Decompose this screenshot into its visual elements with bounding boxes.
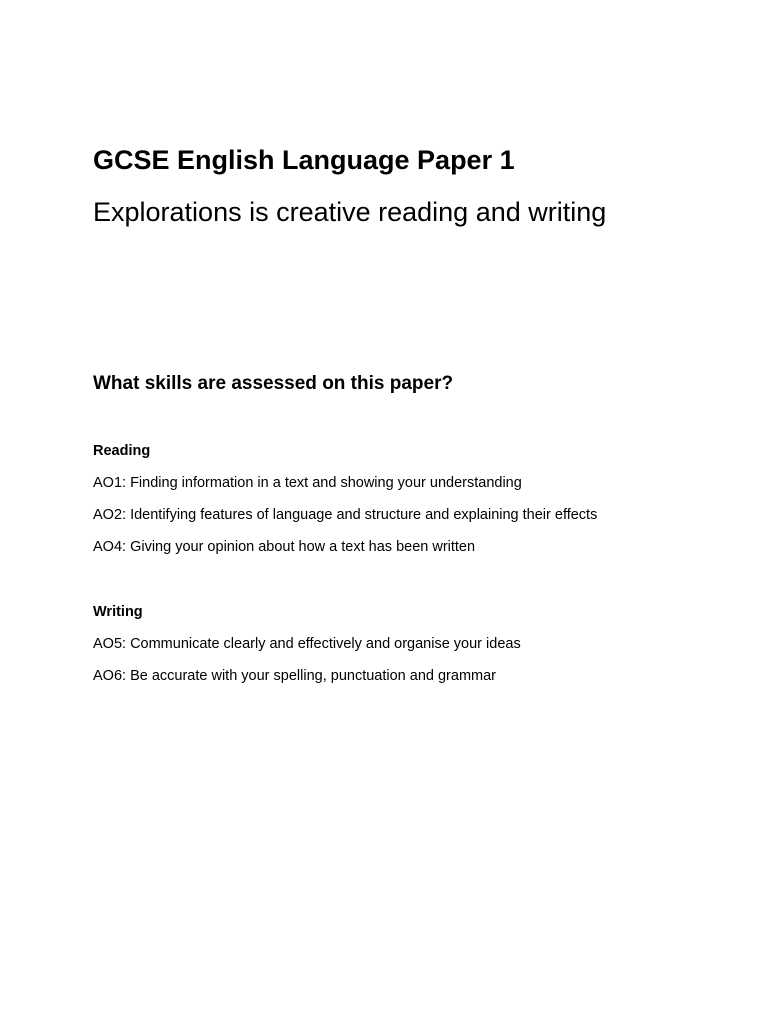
objective-ao2: AO2: Identifying features of language and structure and explaining their effects <box>93 507 598 523</box>
reading-section <box>93 440 733 568</box>
writing-section <box>93 601 733 697</box>
writing-objectives-list <box>93 633 733 687</box>
page-subtitle: Explorations is creative reading and writing <box>93 197 607 227</box>
writing-heading: Writing <box>93 604 143 620</box>
objective-ao4: AO4: Giving your opinion about how a text has been written <box>93 539 476 555</box>
reading-heading: Reading <box>93 443 151 459</box>
objective-ao1: AO1: Finding information in a text and showing your understanding <box>93 475 522 491</box>
objective-ao6: AO6: Be accurate with your spelling, punctuation and grammar <box>93 668 496 684</box>
objective-ao5: AO5: Communicate clearly and effectively and organise your ideas <box>93 636 521 652</box>
skills-question-heading: What skills are assessed on this paper? <box>93 373 454 394</box>
reading-objectives-list <box>93 472 733 558</box>
page-title: GCSE English Language Paper 1 <box>93 145 515 175</box>
